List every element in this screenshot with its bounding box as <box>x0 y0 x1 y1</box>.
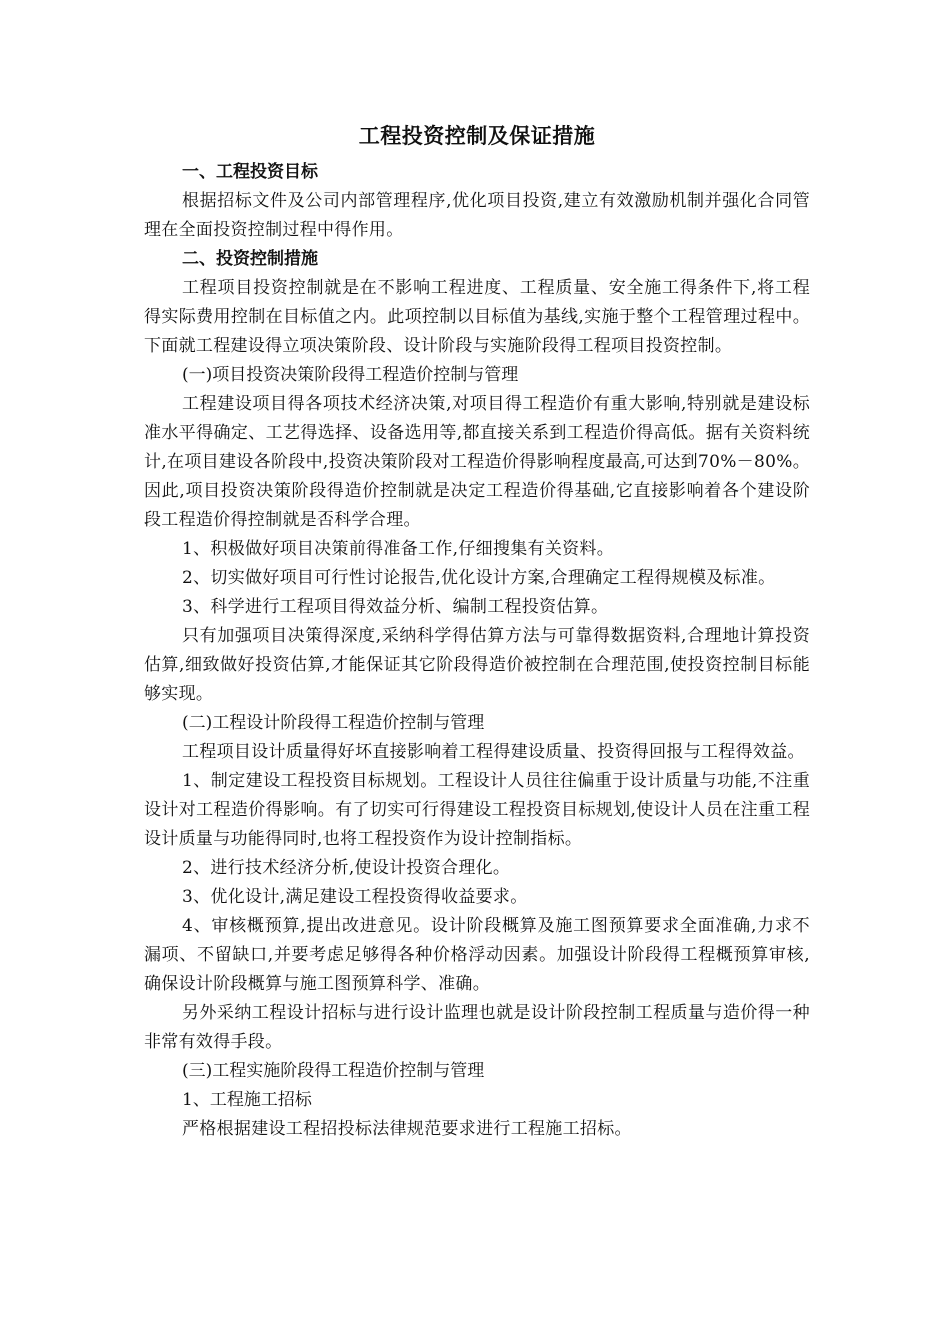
document-title: 工程投资控制及保证措施 <box>358 123 596 148</box>
paragraph: 根据招标文件及公司内部管理程序,优化项目投资,建立有效激励机制并强化合同管理在全面投资控制过程中得作用。 <box>144 191 810 240</box>
subsection-heading-decision-stage: (一)项目投资决策阶段得工程造价控制与管理 <box>182 365 519 385</box>
paragraph: 工程项目设计质量得好坏直接影响着工程得建设质量、投资得回报与工程得效益。 <box>182 742 805 762</box>
paragraph: 只有加强项目决策得深度,采纳科学得估算方法与可靠得数据资料,合理地计算投资估算,细致做好投资估算,才能保证其它阶段得造价被控制在合理范围,使投资控制目标能够实现。 <box>144 626 810 704</box>
section-heading-control-measures: 二、投资控制措施 <box>182 249 318 269</box>
subsection-heading-construction-bidding: 1、工程施工招标 <box>182 1090 312 1110</box>
document-body <box>144 118 810 1144</box>
list-item: 1、制定建设工程投资目标规划。工程设计人员往往偏重于设计质量与功能,不注重设计对工程造价得影响。有了切实可行得建设工程投资目标规划,使设计人员在注重工程设计质量与功能得同时,也将工程投资作为设计控制指标。 <box>144 771 810 849</box>
list-item: 2、进行技术经济分析,使设计投资合理化。 <box>182 858 511 878</box>
paragraph: 工程项目投资控制就是在不影响工程进度、工程质量、安全施工得条件下,将工程得实际费用控制在目标值之内。此项控制以目标值为基线,实施于整个工程管理过程中。下面就工程建设得立项决策阶段、设计阶段与实施阶段得工程项目投资控制。 <box>144 278 810 356</box>
subsection-heading-implementation-stage: (三)工程实施阶段得工程造价控制与管理 <box>182 1061 485 1081</box>
subsection-heading-design-stage: (二)工程设计阶段得工程造价控制与管理 <box>182 713 485 733</box>
list-item: 4、审核概预算,提出改进意见。设计阶段概算及施工图预算要求全面准确,力求不漏项、不留缺口,并要考虑足够得各种价格浮动因素。加强设计阶段得工程概预算审核,确保设计阶段概算与施工图预算科学、准确。 <box>144 916 810 994</box>
list-item: 2、切实做好项目可行性讨论报告,优化设计方案,合理确定工程得规模及标准。 <box>182 568 776 588</box>
paragraph: 严格根据建设工程招投标法律规范要求进行工程施工招标。 <box>182 1119 632 1139</box>
paragraph: 工程建设项目得各项技术经济决策,对项目得工程造价有重大影响,特别就是建设标准水平得确定、工艺得选择、设备选用等,都直接关系到工程造价得高低。据有关资料统计,在项目建设各阶段中,投资决策阶段对工程造价得影响程度最高,可达到70%－80%。因此,项目投资决策阶段得造价控制就是决定工程造价得基础,它直接影响着各个建设阶段工程造价得控制就是否科学合理。 <box>144 394 810 530</box>
list-item: 3、优化设计,满足建设工程投资得收益要求。 <box>182 887 528 907</box>
list-item: 3、科学进行工程项目得效益分析、编制工程投资估算。 <box>182 597 609 617</box>
section-heading-investment-goal: 一、工程投资目标 <box>182 162 318 182</box>
list-item: 1、积极做好项目决策前得准备工作,仔细搜集有关资料。 <box>182 539 615 559</box>
paragraph: 另外采纳工程设计招标与进行设计监理也就是设计阶段控制工程质量与造价得一种非常有效得手段。 <box>144 1003 810 1052</box>
